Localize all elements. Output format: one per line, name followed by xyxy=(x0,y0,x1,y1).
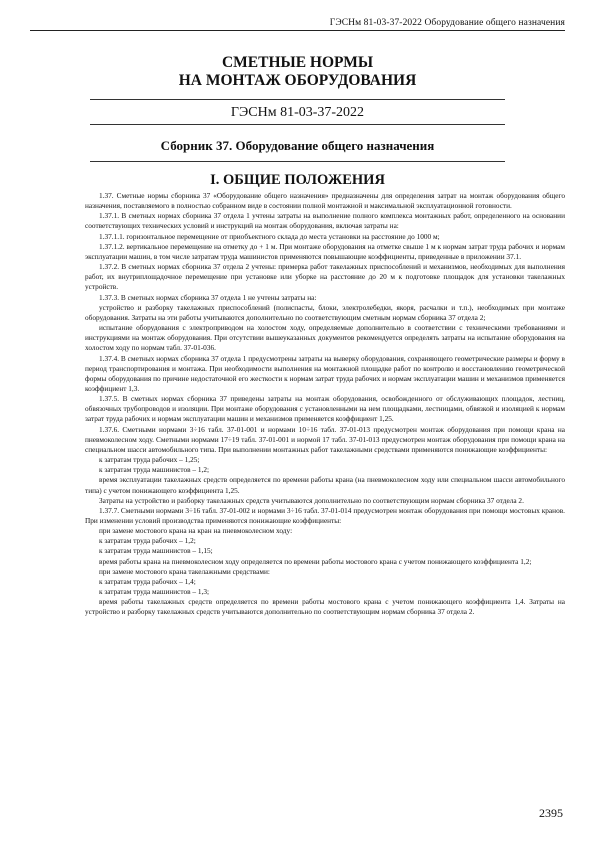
paragraph: 1.37.3. В сметных нормах сборника 37 отдела 1 не учтены затраты на: xyxy=(99,292,317,302)
paragraph: к затратам труда машинистов – 1,3; xyxy=(99,587,210,597)
section-heading: I. ОБЩИЕ ПОЛОЖЕНИЯ xyxy=(210,172,385,188)
paragraph: 1.37.1. В сметных нормах сборника 37 отдела 1 учтены затраты на выполнение полного комплекса монтажных работ, определенного на основании соответствующих технических условий и инструкций на монтаж оборудования, включая затраты на: xyxy=(85,211,565,231)
paragraph: время работы такелажных средств определяется по времени работы мостового крана с учетом понижающего коэффициента 1,4. Затраты на устройство и разборку такелажных средств учитываются дополнительно по соответствующим нормам сборника 37 отдела 2. xyxy=(85,597,565,617)
page-number: 2395 xyxy=(539,806,563,820)
header-rule xyxy=(30,30,565,31)
paragraph: 1.37.7. Сметными нормами 3÷16 табл. 37-01-002 и нормами 3÷16 табл. 37-01-014 предусмотрен монтаж оборудования при помощи мостовых кранов. При изменении условий производства применяются понижающие коэффициенты: xyxy=(85,505,565,525)
document-code: ГЭСНм 81-03-37-2022 xyxy=(230,105,365,120)
paragraph: к затратам труда машинистов – 1,15; xyxy=(99,546,213,556)
paragraph: время работы крана на пневмоколесном ходу определяется по времени работы мостового крана с учетом понижающего коэффициента 1,2; xyxy=(99,556,532,566)
document-title-line-2: НА МОНТАЖ ОБОРУДОВАНИЯ xyxy=(178,72,417,89)
running-header: ГЭСНм 81-03-37-2022 Оборудование общего назначения xyxy=(329,18,565,28)
document-title xyxy=(0,54,595,90)
paragraph: 1.37.1.2. вертикальное перемещение на отметку до + 1 м. При монтаже оборудования на отметке свыше 1 м к нормам затрат труда рабочих и нормам эксплуатации машин, в том числе затратам труда машинистов применяются повышающие коэффициенты, приведенные в приложении 37.1. xyxy=(85,241,565,261)
collection-rule xyxy=(90,161,505,162)
paragraph: при замене мостового крана на кран на пневмоколесном ходу: xyxy=(99,526,293,536)
paragraph: при замене мостового крана такелажными средствами: xyxy=(99,566,270,576)
document-title-line-1: СМЕТНЫЕ НОРМЫ xyxy=(221,54,374,71)
paragraph: устройство и разборку такелажных приспособлений (полиспасты, блоки, электролебедки, якоря, расчалки и т.п.), необходимых при монтаже оборудования. Затраты на эти работы учитываются дополнительно по соответствующим сметным нормам сборника 37 отдела 2; xyxy=(85,302,565,322)
paragraph: Затраты на устройство и разборку такелажных средств учитываются дополнительно по соответствующим нормам сборника 37 отдела 2. xyxy=(99,495,524,505)
paragraph: к затратам труда рабочих – 1,25; xyxy=(99,455,200,465)
code-rule-top xyxy=(90,99,505,100)
paragraph: 1.37.6. Сметными нормами 3÷16 табл. 37-01-001 и нормами 10÷16 табл. 37-01-013 предусмотрен монтаж оборудования при помощи крана на пневмоколесном ходу. Сметными нормами 17÷19 табл. 37-01-001 и нормой 17 табл. 37-01-013 предусмотрен монтаж оборудования при помощи крана на специальном шасси автомобильного типа. При выполнении монтажных работ такелажными средствами применяются понижающие коэффициенты: xyxy=(85,424,565,454)
paragraph: время эксплуатации такелажных средств определяется по времени работы крана (на пневмоколесном ходу или специальном шасси автомобильного типа) с учетом понижающего коэффициента 1,25. xyxy=(85,475,565,495)
paragraph: 1.37.4. В сметных нормах сборника 37 отдела 1 предусмотрены затраты на выверку оборудования, сохраняющего геометрические размеры и форму в период транспортирования и монтажа. При необходимости выполнения на монтажной площадке работ по контролю и восстановлению геометрической формы оборудования по причине недостаточной его жесткости к нормам затрат труда рабочих и нормам эксплуатации машин и механизмов применяется коэффициент 1,3. xyxy=(85,353,565,393)
paragraph: к затратам труда рабочих – 1,4; xyxy=(99,576,196,586)
code-rule-bottom xyxy=(90,124,505,125)
paragraph: к затратам труда машинистов – 1,2; xyxy=(99,465,210,475)
paragraph: к затратам труда рабочих – 1,2; xyxy=(99,536,196,546)
paragraph: 1.37.2. В сметных нормах сборника 37 отдела 2 учтены: примерка работ такелажных приспособлений и механизмов, необходимых для выполнения работ, их внутриплощадочное перемещение при установке или уборке на расстояние до 20 м к подготовке площадок для установки такелажных устройств. xyxy=(85,262,565,292)
collection-title: Сборник 37. Оборудование общего назначения xyxy=(160,138,435,153)
paragraph: 1.37. Сметные нормы сборника 37 «Оборудование общего назначения» предназначены для определения затрат на монтаж оборудования общего назначения, поставляемого в полностью собранном виде в состоянии полной монтажной и максимальной эксплуатационной готовности. xyxy=(85,191,565,211)
paragraph: 1.37.5. В сметных нормах сборника 37 приведены затраты на монтаж оборудования, освобожденного от обслуживающих площадок, лестниц, обвязочных трубопроводов и изоляции. При монтаже оборудования с установленными на нем площадками, лестницами, обвязкой и изоляцией к нормам затрат труда рабочих и нормам эксплуатации машин и механизмов применяется коэффициент 1,25. xyxy=(85,394,565,424)
paragraph: 1.37.1.1. горизонтальное перемещение от приобъектного склада до места установки на расстояние до 1000 м; xyxy=(99,231,440,241)
body-text xyxy=(85,191,565,618)
paragraph: испытание оборудования с электроприводом на холостом ходу, определяемые дополнительно в соответствии с техническими требованиями и инструкциями на монтаж оборудования. При отсутствии вышеуказанных документов рекомендуется определять затраты на испытание оборудования на холостом ходу по нормам табл. 37-01-036. xyxy=(85,323,565,353)
